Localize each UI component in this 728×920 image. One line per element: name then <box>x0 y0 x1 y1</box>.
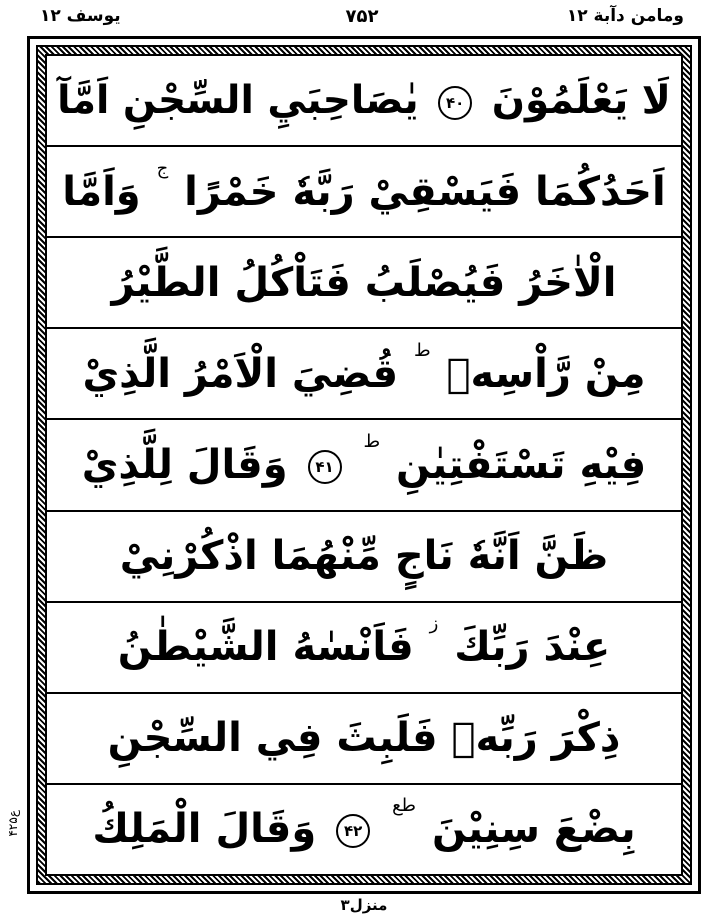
verse-text-segment: عِنْدَ رَبِّكَ <box>454 624 611 671</box>
frame-border <box>36 45 692 885</box>
ayah-number-marker: ۴۲ <box>336 814 370 848</box>
page-frame <box>27 36 701 894</box>
waqf-sign: ط <box>363 430 381 452</box>
verse-text-segment: قُضِيَ الْاَمْرُ الَّذِيْ <box>82 350 399 397</box>
verse-text-segment: لَا يَعْلَمُوْنَ <box>491 78 671 124</box>
waqf-sign: ط <box>413 339 431 361</box>
waqf-sign: ز <box>429 613 439 635</box>
verse-line <box>47 694 681 785</box>
verse-text-segment: وَقَالَ لِلَّذِيْ <box>81 441 288 488</box>
ayah-number-marker: ۴۰ <box>438 86 472 120</box>
verse-line <box>47 785 681 874</box>
verse-line-text <box>57 78 671 124</box>
verse-text-segment: وَاَمَّا <box>62 168 141 215</box>
verse-line-text <box>119 533 609 580</box>
verse-line <box>47 603 681 694</box>
verse-text-segment: مِنْ رَّاْسِهٖ <box>446 350 646 397</box>
verse-area <box>45 54 683 876</box>
verse-text-segment: ذِكْرَ رَبِّهٖ فَلَبِثَ فِي السِّجْنِ <box>107 715 621 762</box>
verse-line <box>47 238 681 329</box>
page-header <box>40 6 684 32</box>
waqf-sign: طع <box>392 795 416 817</box>
verse-line <box>47 56 681 147</box>
page-number: ۷۵۲ <box>345 6 379 27</box>
header-surah-title: يوسف ۱۲ <box>40 6 121 26</box>
verse-text-segment: ظَنَّ اَنَّهٗ نَاجٍ مِّنْهُمَا اذْكُرْنِيْ <box>119 533 609 580</box>
verse-line <box>47 147 681 238</box>
verse-text-segment: فِيْهِ تَسْتَفْتِيٰنِ <box>396 441 647 488</box>
verse-line-text <box>107 715 621 762</box>
verse-text-segment: فَاَنْسٰهُ الشَّيْطٰنُ <box>117 624 414 671</box>
verse-text-segment: الْاٰخَرُ فَيُصْلَبُ فَتَاْكُلُ الطَّيْرُ <box>111 259 617 306</box>
side-ruku-note: ۴۲ع۵ <box>6 810 20 837</box>
page-footer-manzil: منزل۳ <box>340 896 388 914</box>
verse-line <box>47 420 681 511</box>
verse-line-text <box>111 259 617 306</box>
verse-line-text <box>92 795 636 853</box>
verse-text-segment: وَقَالَ الْمَلِكُ <box>92 806 317 853</box>
verse-text-segment: بِضْعَ سِنِيْنَ <box>431 806 636 853</box>
verse-text-segment: يٰصَاحِبَيِ السِّجْنِ اَمَّآ <box>57 78 419 124</box>
verse-line-text <box>82 339 646 397</box>
waqf-sign: ج <box>156 157 169 179</box>
verse-line-text <box>117 613 611 671</box>
ayah-number-marker: ۴۱ <box>308 450 342 484</box>
verse-line <box>47 329 681 420</box>
verse-line-text <box>62 157 666 215</box>
verse-line <box>47 512 681 603</box>
verse-line-text <box>81 430 647 488</box>
verse-text-segment: اَحَدُكُمَا فَيَسْقِيْ رَبَّهٗ خَمْرًا <box>184 168 666 215</box>
header-juz-title: ومامن دآبة ۱۲ <box>566 6 684 26</box>
